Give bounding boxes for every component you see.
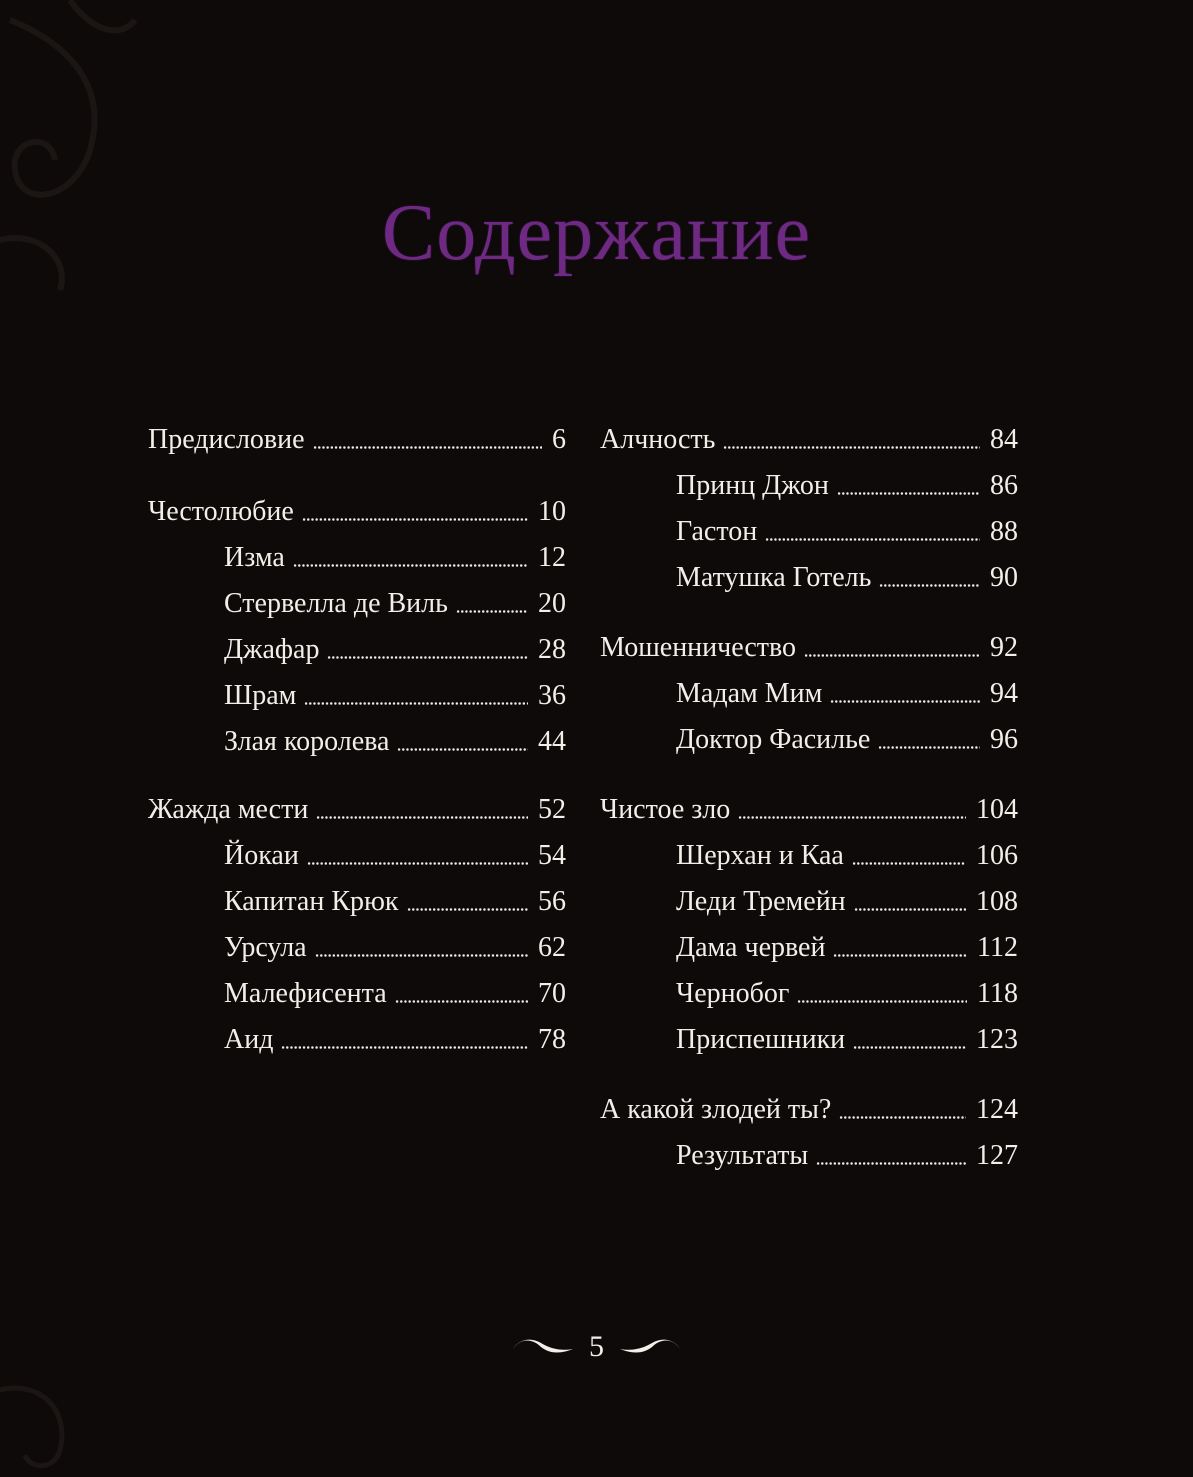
toc-entry[interactable] <box>676 720 1018 760</box>
toc-entry[interactable] <box>676 558 1018 598</box>
leader-dots <box>456 610 528 613</box>
toc-entry-page: 28 <box>538 634 566 665</box>
toc-entry-label: Шерхан и Каа <box>676 840 844 871</box>
toc-entry-page: 96 <box>990 724 1018 755</box>
leader-dots <box>397 748 528 751</box>
leader-dots <box>738 816 966 819</box>
toc-entry[interactable] <box>676 974 1018 1014</box>
toc-entry-label: Изма <box>224 542 285 573</box>
page-number: 5 <box>589 1330 604 1363</box>
toc-entry[interactable] <box>676 882 1018 922</box>
toc-entry-label: Чернобог <box>676 978 790 1009</box>
toc-entry-label: Шрам <box>224 680 297 711</box>
right-flourish-icon <box>618 1335 682 1359</box>
toc-entry-page: 112 <box>977 932 1018 963</box>
toc-entry-label: Честолюбие <box>148 496 294 527</box>
toc-entry-label: Аид <box>224 1024 274 1055</box>
toc-entry-label: Йокаи <box>224 840 299 871</box>
toc-entry[interactable] <box>224 1020 566 1060</box>
toc-entry[interactable] <box>600 1090 1018 1130</box>
leader-dots <box>304 702 528 705</box>
leader-dots <box>853 1046 966 1049</box>
leader-dots <box>804 654 980 657</box>
toc-entry[interactable] <box>224 722 566 762</box>
toc-entry-page: 94 <box>990 678 1018 709</box>
toc-entry-label: Жажда мести <box>148 794 309 825</box>
leader-dots <box>839 1116 966 1119</box>
toc-entry-page: 84 <box>990 424 1018 455</box>
leader-dots <box>316 816 528 819</box>
toc-entry-page: 104 <box>976 794 1018 825</box>
toc-entry-label: Дама червей <box>676 932 826 963</box>
toc-entry-page: 70 <box>538 978 566 1009</box>
toc-entry[interactable] <box>224 836 566 876</box>
toc-entry-label: Урсула <box>224 932 307 963</box>
toc-entry-label: Результаты <box>676 1140 809 1171</box>
toc-entry-label: Мадам Мим <box>676 678 823 709</box>
toc-entry[interactable] <box>224 882 566 922</box>
leader-dots <box>723 446 980 449</box>
toc-entry[interactable] <box>676 836 1018 876</box>
toc-entry-label: Мошенничество <box>600 632 797 663</box>
leader-dots <box>327 656 528 659</box>
leader-dots <box>395 1000 528 1003</box>
toc-entry-page: 90 <box>990 562 1018 593</box>
toc-entry-page: 106 <box>976 840 1018 871</box>
toc-entry[interactable] <box>148 790 566 830</box>
leader-dots <box>765 538 980 541</box>
toc-entry-page: 56 <box>538 886 566 917</box>
toc-entry-label: Гастон <box>676 516 758 547</box>
toc-entry[interactable] <box>676 674 1018 714</box>
leader-dots <box>816 1162 966 1165</box>
leader-dots <box>281 1046 528 1049</box>
toc-entry-page: 124 <box>976 1094 1018 1125</box>
toc-entry[interactable] <box>148 492 566 532</box>
page-title: Содержание <box>381 189 812 277</box>
toc-entry[interactable] <box>676 512 1018 552</box>
toc-entry-label: Леди Тремейн <box>676 886 846 917</box>
toc-entry-page: 20 <box>538 588 566 619</box>
toc-entry-label: Принц Джон <box>676 470 829 501</box>
leader-dots <box>315 954 528 957</box>
toc-entry-page: 12 <box>538 542 566 573</box>
toc-entry[interactable] <box>676 466 1018 506</box>
leader-dots <box>313 446 542 449</box>
leader-dots <box>797 1000 967 1003</box>
toc-entry-label: Чистое зло <box>600 794 731 825</box>
toc-entry-label: Малефисента <box>224 978 387 1009</box>
toc-entry-page: 10 <box>538 496 566 527</box>
toc-entry-page: 123 <box>976 1024 1018 1055</box>
toc-entry[interactable] <box>676 1020 1018 1060</box>
leader-dots <box>407 908 528 911</box>
toc-entry[interactable] <box>600 790 1018 830</box>
toc-entry-label: Алчность <box>600 424 716 455</box>
toc-entry-label: Стервелла де Виль <box>224 588 448 619</box>
leader-dots <box>852 862 966 865</box>
toc-entry-label: Джафар <box>224 634 320 665</box>
leader-dots <box>830 700 980 703</box>
leader-dots <box>307 862 528 865</box>
toc-entry-page: 92 <box>990 632 1018 663</box>
toc-entry[interactable] <box>224 630 566 670</box>
toc-entry-label: Доктор Фасилье <box>676 724 871 755</box>
toc-entry-label: Предисловие <box>148 424 305 455</box>
toc-entry-page: 88 <box>990 516 1018 547</box>
toc-entry-page: 44 <box>538 726 566 757</box>
toc-entry[interactable] <box>676 928 1018 968</box>
left-flourish-icon <box>511 1335 575 1359</box>
toc-entry-page: 118 <box>977 978 1018 1009</box>
toc-entry-page: 127 <box>976 1140 1018 1171</box>
toc-entry[interactable] <box>224 538 566 578</box>
toc-entry[interactable] <box>224 928 566 968</box>
toc-entry-page: 6 <box>552 424 566 455</box>
leader-dots <box>833 954 967 957</box>
toc-entry-page: 52 <box>538 794 566 825</box>
toc-entry-page: 62 <box>538 932 566 963</box>
page-number-footer <box>0 1322 1193 1372</box>
corner-flourish-bottom-left <box>0 1370 90 1477</box>
leader-dots <box>293 564 528 567</box>
toc-entry[interactable] <box>676 1136 1018 1176</box>
toc-entry-label: А какой злодей ты? <box>600 1094 832 1125</box>
leader-dots <box>302 518 528 521</box>
toc-entry[interactable] <box>148 420 566 460</box>
leader-dots <box>837 492 980 495</box>
toc-entry-label: Приспешники <box>676 1024 846 1055</box>
toc-entry[interactable] <box>224 676 566 716</box>
toc-entry-page: 108 <box>976 886 1018 917</box>
toc-entry-page: 54 <box>538 840 566 871</box>
toc-entry-label: Матушка Готель <box>676 562 872 593</box>
toc-entry-label: Злая королева <box>224 726 390 757</box>
toc-entry[interactable] <box>224 974 566 1014</box>
toc-entry[interactable] <box>224 584 566 624</box>
toc-entry-page: 36 <box>538 680 566 711</box>
toc-entry[interactable] <box>600 420 1018 460</box>
toc-entry[interactable] <box>600 628 1018 668</box>
toc-entry-label: Капитан Крюк <box>224 886 399 917</box>
toc-entry-page: 86 <box>990 470 1018 501</box>
leader-dots <box>854 908 966 911</box>
toc-entry-page: 78 <box>538 1024 566 1055</box>
leader-dots <box>879 584 980 587</box>
leader-dots <box>878 746 980 749</box>
